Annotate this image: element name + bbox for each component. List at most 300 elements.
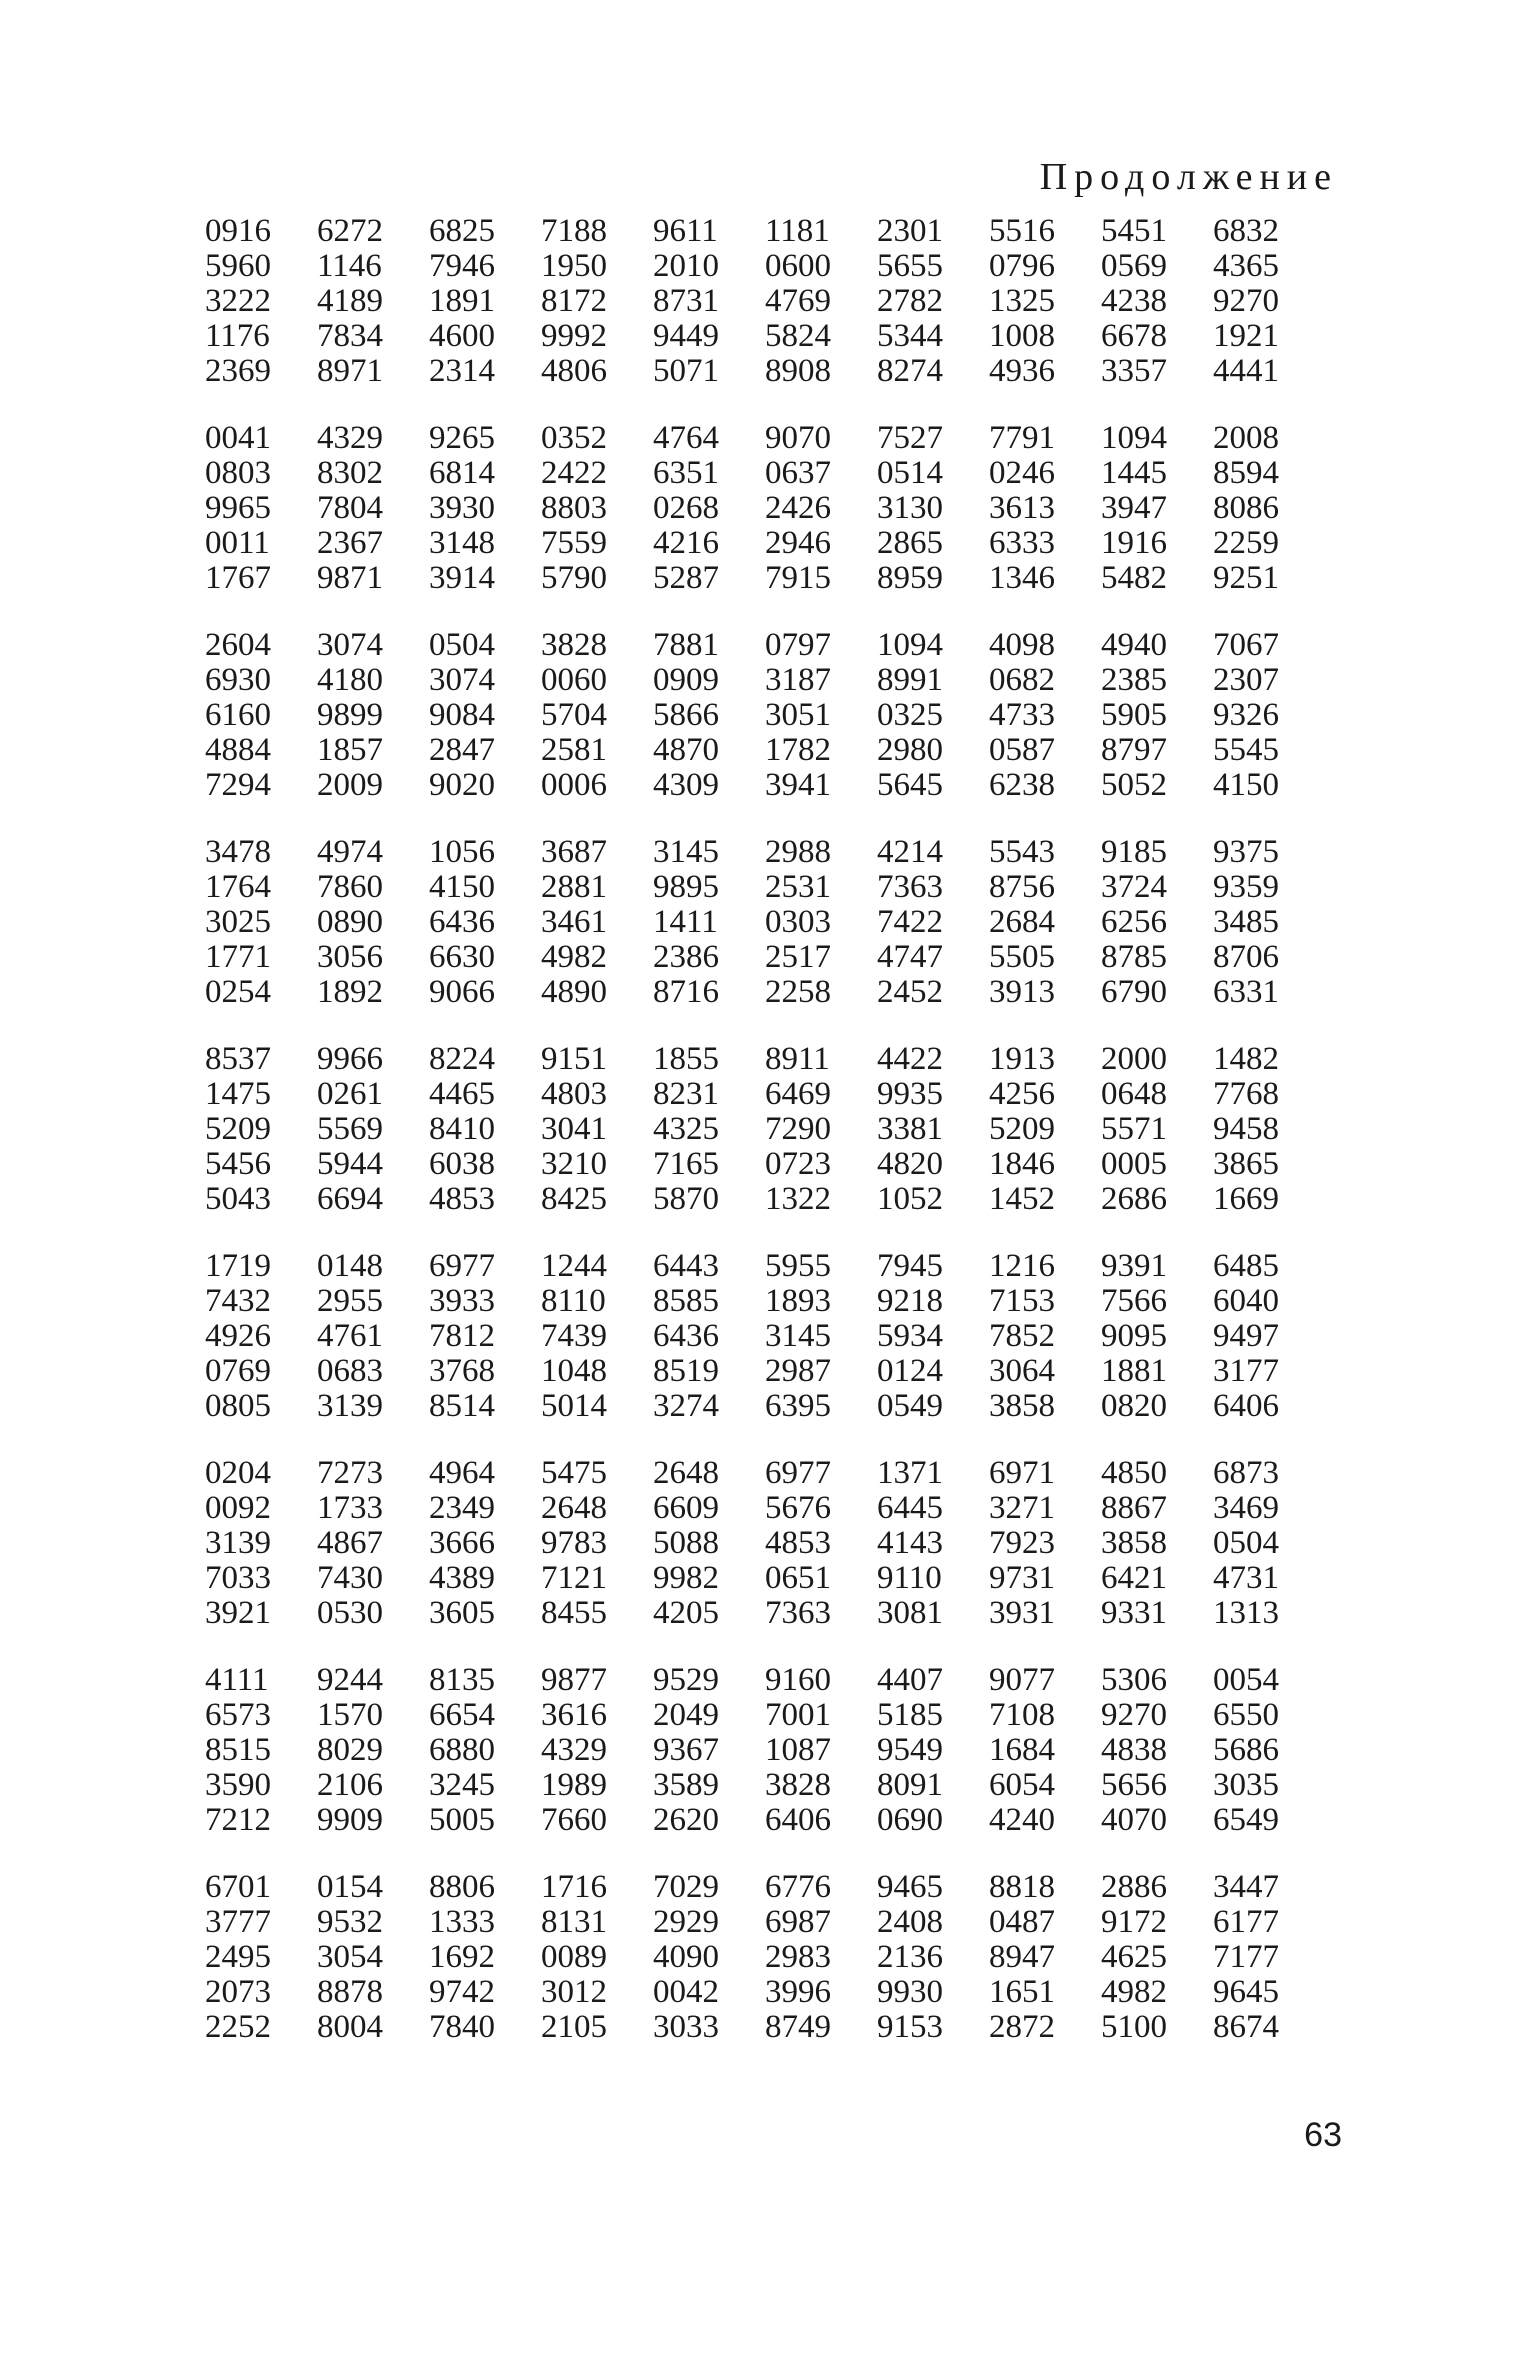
digit-group: 4982 (1101, 1974, 1167, 2010)
digit-group: 2349 (429, 1490, 495, 1526)
digit-group: 7067 (1213, 627, 1279, 663)
digit-group: 4806 (541, 353, 607, 389)
digit-group: 8959 (877, 560, 943, 596)
digit-group: 2106 (317, 1767, 383, 1803)
digit-group: 1855 (653, 1041, 719, 1077)
digit-group: 4150 (429, 869, 495, 905)
digit-group: 9645 (1213, 1974, 1279, 2010)
digit-group: 8785 (1101, 939, 1167, 975)
digit-group: 1411 (653, 904, 718, 940)
digit-group: 2009 (317, 767, 383, 803)
digit-group: 5482 (1101, 560, 1167, 596)
digit-group: 4761 (317, 1318, 383, 1354)
digit-group: 5686 (1213, 1732, 1279, 1768)
digit-group: 6256 (1101, 904, 1167, 940)
digit-group: 8514 (429, 1388, 495, 1424)
digit-block (205, 1456, 1325, 1631)
digit-group: 4189 (317, 283, 383, 319)
digit-group: 2517 (765, 939, 831, 975)
digit-group: 4974 (317, 834, 383, 870)
digit-group: 6977 (765, 1455, 831, 1491)
digit-group: 9151 (541, 1041, 607, 1077)
digit-group: 8674 (1213, 2009, 1279, 2045)
digit-block (205, 1663, 1325, 1838)
digit-group: 4329 (541, 1732, 607, 1768)
digit-group: 8410 (429, 1111, 495, 1147)
digit-group: 2620 (653, 1802, 719, 1838)
digit-group: 5516 (989, 213, 1055, 249)
digit-group: 9326 (1213, 697, 1279, 733)
digit-group: 9185 (1101, 834, 1167, 870)
digit-group: 6930 (205, 662, 271, 698)
digit-group: 3051 (765, 697, 831, 733)
digit-group: 9077 (989, 1662, 1055, 1698)
digit-group: 4940 (1101, 627, 1167, 663)
digit-group: 4853 (765, 1525, 831, 1561)
digit-group: 3777 (205, 1904, 271, 1940)
digit-group: 3933 (429, 1283, 495, 1319)
digit-group: 7153 (989, 1283, 1055, 1319)
digit-group: 8749 (765, 2009, 831, 2045)
digit-group: 9965 (205, 490, 271, 526)
digit-group: 4090 (653, 1939, 719, 1975)
digit-group: 4240 (989, 1802, 1055, 1838)
digit-group: 9270 (1101, 1697, 1167, 1733)
digit-group: 3210 (541, 1146, 607, 1182)
digit-group: 7768 (1213, 1076, 1279, 1112)
digit-group: 3056 (317, 939, 383, 975)
digit-group: 2782 (877, 283, 943, 319)
digit-group: 3947 (1101, 490, 1167, 526)
digit-group: 7834 (317, 318, 383, 354)
digit-group: 4205 (653, 1595, 719, 1631)
digit-group: 9270 (1213, 283, 1279, 319)
digit-group: 1733 (317, 1490, 383, 1526)
digit-group: 1891 (429, 283, 495, 319)
digit-group: 8947 (989, 1939, 1055, 1975)
digit-group: 4465 (429, 1076, 495, 1112)
digit-group: 0637 (765, 455, 831, 491)
digit-group: 7430 (317, 1560, 383, 1596)
digit-group: 0683 (317, 1353, 383, 1389)
digit-group: 7852 (989, 1318, 1055, 1354)
digit-group: 1692 (429, 1939, 495, 1975)
digit-group: 6038 (429, 1146, 495, 1182)
digit-group: 5790 (541, 560, 607, 596)
digit-group: 3139 (317, 1388, 383, 1424)
digit-group: 3081 (877, 1595, 943, 1631)
digit-group: 4731 (1213, 1560, 1279, 1596)
digit-group: 3271 (989, 1490, 1055, 1526)
digit-group: 5088 (653, 1525, 719, 1561)
digit-group: 3245 (429, 1767, 495, 1803)
digit-group: 5344 (877, 318, 943, 354)
digit-group: 4820 (877, 1146, 943, 1182)
digit-group: 0352 (541, 420, 607, 456)
digit-group: 2385 (1101, 662, 1167, 698)
digit-group: 7915 (765, 560, 831, 596)
digit-group: 0682 (989, 662, 1055, 698)
digit-group: 4764 (653, 420, 719, 456)
digit-group: 6160 (205, 697, 271, 733)
digit-block (205, 1870, 1325, 2045)
digit-group: 0487 (989, 1904, 1055, 1940)
digit-group: 3478 (205, 834, 271, 870)
digit-group: 3828 (765, 1767, 831, 1803)
digit-group: 6701 (205, 1869, 271, 1905)
digit-group: 9095 (1101, 1318, 1167, 1354)
digit-group: 8806 (429, 1869, 495, 1905)
digit-group: 2648 (653, 1455, 719, 1491)
digit-group: 3222 (205, 283, 271, 319)
digit-group: 3012 (541, 1974, 607, 2010)
digit-group: 5905 (1101, 697, 1167, 733)
digit-group: 1651 (989, 1974, 1055, 2010)
digit-group: 3461 (541, 904, 607, 940)
digit-group: 0006 (541, 767, 607, 803)
digit-group: 0805 (205, 1388, 271, 1424)
digit-group: 4733 (989, 697, 1055, 733)
digit-group: 2684 (989, 904, 1055, 940)
digit-group: 1052 (877, 1181, 943, 1217)
digit-group: 3687 (541, 834, 607, 870)
digit-group: 4890 (541, 974, 607, 1010)
digit-group: 9895 (653, 869, 719, 905)
digit-group: 7946 (429, 248, 495, 284)
digit-group: 7363 (765, 1595, 831, 1631)
digit-group: 2369 (205, 353, 271, 389)
digit-group: 2136 (877, 1939, 943, 1975)
digit-group: 6054 (989, 1767, 1055, 1803)
digit-group: 2408 (877, 1904, 943, 1940)
digit-group: 2010 (653, 248, 719, 284)
digit-group: 6406 (765, 1802, 831, 1838)
digit-group: 0005 (1101, 1146, 1167, 1182)
digit-group: 7108 (989, 1697, 1055, 1733)
digit-group: 6549 (1213, 1802, 1279, 1838)
digit-group: 5645 (877, 767, 943, 803)
digit-group: 8135 (429, 1662, 495, 1698)
digit-group: 3914 (429, 560, 495, 596)
digit-group: 7812 (429, 1318, 495, 1354)
digit-group: 3469 (1213, 1490, 1279, 1526)
digit-group: 3931 (989, 1595, 1055, 1631)
digit-group: 1048 (541, 1353, 607, 1389)
digit-group: 7033 (205, 1560, 271, 1596)
digit-group: 0325 (877, 697, 943, 733)
digit-group: 9909 (317, 1802, 383, 1838)
digit-group: 1570 (317, 1697, 383, 1733)
digit-group: 2422 (541, 455, 607, 491)
random-digits-table (205, 214, 1325, 2077)
digit-group: 0549 (877, 1388, 943, 1424)
digit-group: 2314 (429, 353, 495, 389)
digit-group: 2259 (1213, 525, 1279, 561)
digit-group: 4867 (317, 1525, 383, 1561)
digit-group: 2531 (765, 869, 831, 905)
digit-group: 1916 (1101, 525, 1167, 561)
digit-group: 5934 (877, 1318, 943, 1354)
digit-group: 3589 (653, 1767, 719, 1803)
digit-group: 2000 (1101, 1041, 1167, 1077)
digit-group: 5545 (1213, 732, 1279, 768)
digit-group: 5287 (653, 560, 719, 596)
digit-group: 3447 (1213, 1869, 1279, 1905)
digit-group: 7660 (541, 1802, 607, 1838)
digit-group: 2386 (653, 939, 719, 975)
digit-group: 8224 (429, 1041, 495, 1077)
digit-group: 1244 (541, 1248, 607, 1284)
digit-group: 1333 (429, 1904, 495, 1940)
digit-group: 1482 (1213, 1041, 1279, 1077)
digit-group: 2426 (765, 490, 831, 526)
digit-group: 8515 (205, 1732, 271, 1768)
digit-group: 7029 (653, 1869, 719, 1905)
digit-group: 8797 (1101, 732, 1167, 768)
digit-group: 2301 (877, 213, 943, 249)
digit-group: 4309 (653, 767, 719, 803)
digit-group: 8029 (317, 1732, 383, 1768)
digit-group: 8706 (1213, 939, 1279, 975)
digit-group: 3724 (1101, 869, 1167, 905)
digit-group: 7804 (317, 490, 383, 526)
digit-group: 4150 (1213, 767, 1279, 803)
digit-group: 0011 (205, 525, 270, 561)
digit-group: 1346 (989, 560, 1055, 596)
digit-group: 3074 (317, 627, 383, 663)
digit-group: 6445 (877, 1490, 943, 1526)
digit-group: 3768 (429, 1353, 495, 1389)
digit-group: 4111 (205, 1662, 269, 1698)
digit-group: 2648 (541, 1490, 607, 1526)
digit-group: 6485 (1213, 1248, 1279, 1284)
digit-group: 5052 (1101, 767, 1167, 803)
digit-group: 3996 (765, 1974, 831, 2010)
digit-group: 1684 (989, 1732, 1055, 1768)
digit-group: 0587 (989, 732, 1055, 768)
digit-block (205, 421, 1325, 596)
continuation-header: Продолжение (1039, 156, 1338, 198)
digit-group: 4838 (1101, 1732, 1167, 1768)
digit-group: 0690 (877, 1802, 943, 1838)
digit-group: 0600 (765, 248, 831, 284)
digit-group: 6873 (1213, 1455, 1279, 1491)
digit-group: 2367 (317, 525, 383, 561)
digit-group: 3381 (877, 1111, 943, 1147)
digit-block (205, 835, 1325, 1010)
digit-group: 0569 (1101, 248, 1167, 284)
digit-group: 4441 (1213, 353, 1279, 389)
digit-group: 1893 (765, 1283, 831, 1319)
digit-group: 6406 (1213, 1388, 1279, 1424)
digit-group: 3054 (317, 1939, 383, 1975)
digit-group: 2946 (765, 525, 831, 561)
digit-group: 9218 (877, 1283, 943, 1319)
digit-group: 5306 (1101, 1662, 1167, 1698)
digit-group: 6987 (765, 1904, 831, 1940)
digit-group: 3357 (1101, 353, 1167, 389)
digit-group: 2983 (765, 1939, 831, 1975)
digit-group: 9935 (877, 1076, 943, 1112)
digit-group: 1913 (989, 1041, 1055, 1077)
digit-group: 9070 (765, 420, 831, 456)
digit-group: 0261 (317, 1076, 383, 1112)
digit-group: 0246 (989, 455, 1055, 491)
digit-group: 6814 (429, 455, 495, 491)
digit-group: 6977 (429, 1248, 495, 1284)
digit-group: 7177 (1213, 1939, 1279, 1975)
digit-group: 7881 (653, 627, 719, 663)
digit-group: 6351 (653, 455, 719, 491)
digit-group: 8594 (1213, 455, 1279, 491)
digit-group: 0268 (653, 490, 719, 526)
digit-group: 3941 (765, 767, 831, 803)
digit-group: 6436 (429, 904, 495, 940)
digit-group: 8818 (989, 1869, 1055, 1905)
digit-group: 9877 (541, 1662, 607, 1698)
digit-group: 9966 (317, 1041, 383, 1077)
digit-group: 7559 (541, 525, 607, 561)
digit-group: 3921 (205, 1595, 271, 1631)
digit-group: 8455 (541, 1595, 607, 1631)
digit-group: 0204 (205, 1455, 271, 1491)
digit-group: 3064 (989, 1353, 1055, 1389)
digit-group: 5456 (205, 1146, 271, 1182)
digit-group: 3033 (653, 2009, 719, 2045)
digit-group: 2008 (1213, 420, 1279, 456)
digit-group: 7165 (653, 1146, 719, 1182)
digit-group: 3485 (1213, 904, 1279, 940)
digit-group: 7840 (429, 2009, 495, 2045)
digit-group: 9930 (877, 1974, 943, 2010)
digit-group: 7294 (205, 767, 271, 803)
digit-group: 9731 (989, 1560, 1055, 1596)
digit-group: 1146 (317, 248, 382, 284)
digit-group: 6776 (765, 1869, 831, 1905)
digit-group: 9982 (653, 1560, 719, 1596)
digit-group: 2881 (541, 869, 607, 905)
digit-group: 9265 (429, 420, 495, 456)
digit-group: 1181 (765, 213, 830, 249)
digit-group: 0089 (541, 1939, 607, 1975)
digit-group: 7188 (541, 213, 607, 249)
digit-group: 4389 (429, 1560, 495, 1596)
digit-group: 7791 (989, 420, 1055, 456)
digit-group: 4214 (877, 834, 943, 870)
digit-group: 8519 (653, 1353, 719, 1389)
digit-group: 4407 (877, 1662, 943, 1698)
digit-group: 3828 (541, 627, 607, 663)
digit-group: 3177 (1213, 1353, 1279, 1389)
digit-group: 1371 (877, 1455, 943, 1491)
digit-group: 4216 (653, 525, 719, 561)
digit-group: 7363 (877, 869, 943, 905)
digit-group: 6630 (429, 939, 495, 975)
digit-group: 8086 (1213, 490, 1279, 526)
digit-group: 5656 (1101, 1767, 1167, 1803)
digit-group: 9529 (653, 1662, 719, 1698)
digit-group: 2929 (653, 1904, 719, 1940)
digit-group: 2307 (1213, 662, 1279, 698)
digit-group: 6395 (765, 1388, 831, 1424)
digit-group: 3187 (765, 662, 831, 698)
digit-group: 6832 (1213, 213, 1279, 249)
digit-group: 3865 (1213, 1146, 1279, 1182)
digit-block (205, 1249, 1325, 1424)
digit-group: 9251 (1213, 560, 1279, 596)
digit-group: 8878 (317, 1974, 383, 2010)
digit-group: 3041 (541, 1111, 607, 1147)
digit-group: 0148 (317, 1248, 383, 1284)
digit-group: 0769 (205, 1353, 271, 1389)
digit-group: 0723 (765, 1146, 831, 1182)
digit-group: 9020 (429, 767, 495, 803)
digit-group: 7439 (541, 1318, 607, 1354)
digit-group: 4143 (877, 1525, 943, 1561)
digit-group: 9331 (1101, 1595, 1167, 1631)
digit-group: 5071 (653, 353, 719, 389)
digit-group: 5005 (429, 1802, 495, 1838)
digit-group: 5043 (205, 1181, 271, 1217)
digit-group: 2865 (877, 525, 943, 561)
digit-group: 7121 (541, 1560, 607, 1596)
digit-group: 8867 (1101, 1490, 1167, 1526)
digit-group: 8172 (541, 283, 607, 319)
digit-group: 4926 (205, 1318, 271, 1354)
digit-group: 8585 (653, 1283, 719, 1319)
digit-group: 2581 (541, 732, 607, 768)
digit-group: 8274 (877, 353, 943, 389)
digit-group: 1921 (1213, 318, 1279, 354)
digit-group: 4365 (1213, 248, 1279, 284)
digit-group: 2847 (429, 732, 495, 768)
digit-group: 0916 (205, 213, 271, 249)
digit-group: 4422 (877, 1041, 943, 1077)
digit-group: 4982 (541, 939, 607, 975)
digit-group: 0909 (653, 662, 719, 698)
digit-group: 4747 (877, 939, 943, 975)
digit-group: 3025 (205, 904, 271, 940)
digit-group: 4098 (989, 627, 1055, 663)
digit-group: 1176 (205, 318, 270, 354)
digit-group: 7432 (205, 1283, 271, 1319)
digit-group: 6421 (1101, 1560, 1167, 1596)
digit-group: 0890 (317, 904, 383, 940)
digit-group: 9367 (653, 1732, 719, 1768)
digit-group: 7945 (877, 1248, 943, 1284)
digit-group: 4325 (653, 1111, 719, 1147)
digit-group: 1846 (989, 1146, 1055, 1182)
digit-group: 1716 (541, 1869, 607, 1905)
digit-group: 5569 (317, 1111, 383, 1147)
digit-group: 4850 (1101, 1455, 1167, 1491)
digit-group: 3274 (653, 1388, 719, 1424)
digit-group: 9359 (1213, 869, 1279, 905)
digit-group: 4853 (429, 1181, 495, 1217)
digit-group: 4884 (205, 732, 271, 768)
digit-group: 1475 (205, 1076, 271, 1112)
digit-group: 2872 (989, 2009, 1055, 2045)
digit-group: 9172 (1101, 1904, 1167, 1940)
digit-group: 8911 (765, 1041, 830, 1077)
digit-group: 0820 (1101, 1388, 1167, 1424)
digit-group: 3130 (877, 490, 943, 526)
digit-group: 3035 (1213, 1767, 1279, 1803)
digit-group: 5960 (205, 248, 271, 284)
digit-group: 2980 (877, 732, 943, 768)
digit-group: 5451 (1101, 213, 1167, 249)
digit-group: 9153 (877, 2009, 943, 2045)
